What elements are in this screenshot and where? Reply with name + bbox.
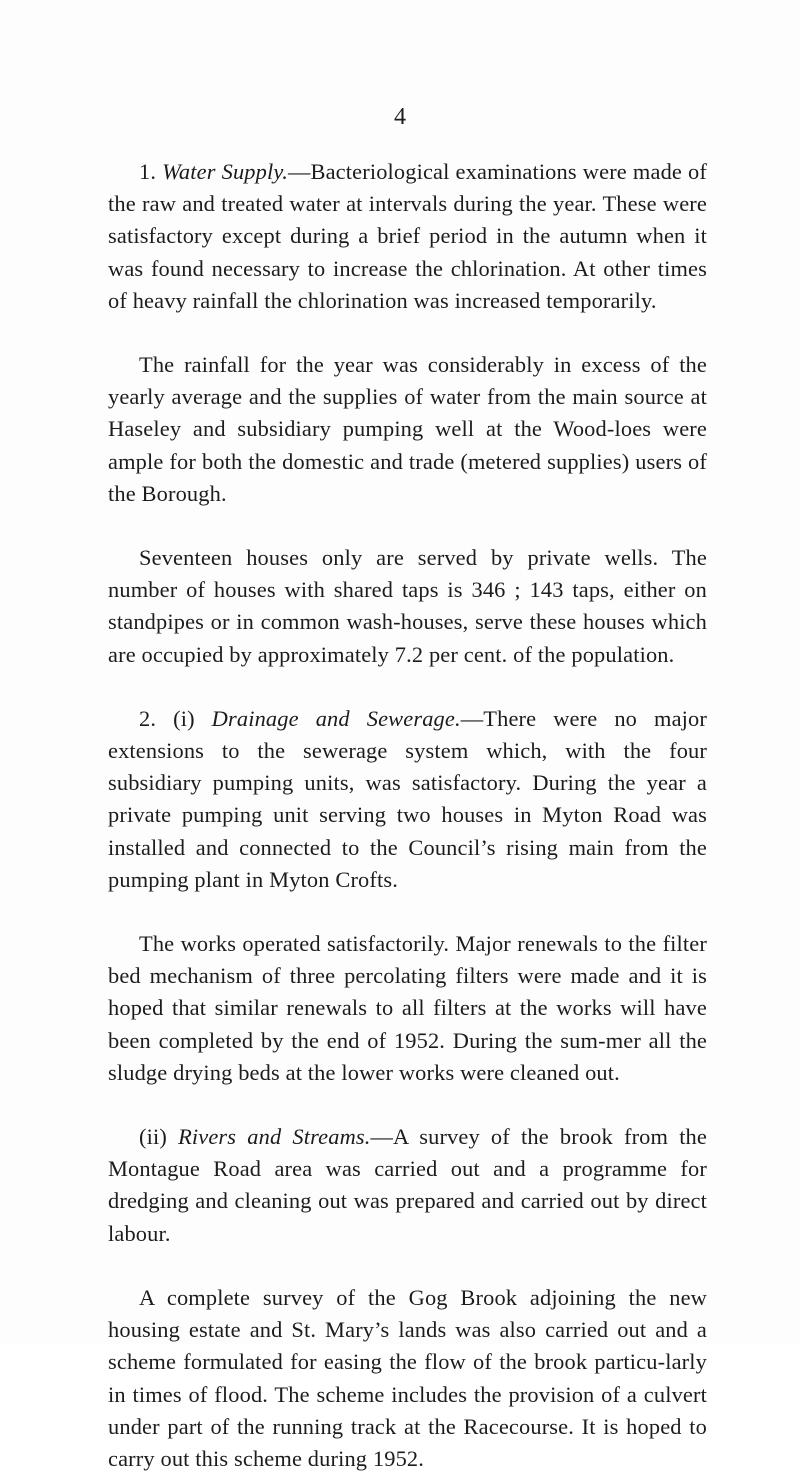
paragraph-gog-brook: [108, 1282, 707, 1475]
section-number: 2. (i): [139, 705, 212, 731]
body-text: [108, 156, 707, 1475]
paragraph-text: —There were no major extensions to the sewerage system which, with the four subsidiary pumping units, was satisfactory. During the year a private pumping unit serving two houses in Myton Road was installed and connected to the Council’s rising main from the pumping plant in Myton Crofts.: [108, 705, 707, 892]
section-number: (ii): [139, 1124, 179, 1150]
section-heading-water-supply: Water Supply.: [162, 159, 288, 184]
paragraph-private-wells: [108, 542, 707, 671]
paragraph-text: —Bacteriological examinations were made of the raw and treated water at intervals during the year. These were satisfactory except during a brief period in the autumn when it was found necessary to increase the chlorination. At other times of heavy rainfall the chlorination was increased temporarily.: [108, 159, 708, 313]
paragraph-rivers-streams: [108, 1121, 707, 1250]
page-number: 4: [394, 104, 406, 130]
section-heading-drainage-sewerage: Drainage and Sewerage.: [211, 705, 461, 731]
paragraph-text: A complete survey of the Gog Brook adjoining the new housing estate and St. Mary’s lands was also carried out and a scheme formulated for easing the flow of the brook particu-larly in times of flood. The scheme includes the provision of a culvert under part of the running track at the Racecourse. It is hoped to carry out this scheme during 1952.: [108, 1284, 707, 1471]
paragraph-text: The works operated satisfactorily. Major renewals to the filter bed mechanism of three percolating filters were made and it is hoped that similar renewals to all filters at the works will have been completed by the end of 1952. During the sum-mer all the sludge drying beds at the lower works were cleaned out.: [108, 931, 707, 1085]
section-heading-rivers-streams: Rivers and Streams.: [178, 1124, 371, 1150]
section-number: 1.: [139, 159, 163, 184]
paragraph-text: Seventeen houses only are served by private wells. The number of houses with shared taps is 346 ; 143 taps, either on standpipes or in common wash-houses, serve these houses which are occupied by approximately 7.2 per cent. of the population.: [108, 545, 707, 667]
paragraph-text: —A survey of the brook from the Montague Road area was carried out and a programme for dredging and cleaning out was prepared and carried out by direct labour.: [108, 1124, 707, 1246]
paragraph-rainfall: [108, 349, 707, 510]
paragraph-text: The rainfall for the year was considerably in excess of the yearly average and the supplies of water from the main source at Haseley and subsidiary pumping well at the Wood-loes were ample for both the domestic and trade (metered supplies) users of the Borough.: [108, 352, 707, 506]
paragraph-drainage-sewerage: [108, 703, 707, 896]
paragraph-works-operated: [108, 928, 707, 1089]
paragraph-water-supply: [108, 156, 707, 317]
